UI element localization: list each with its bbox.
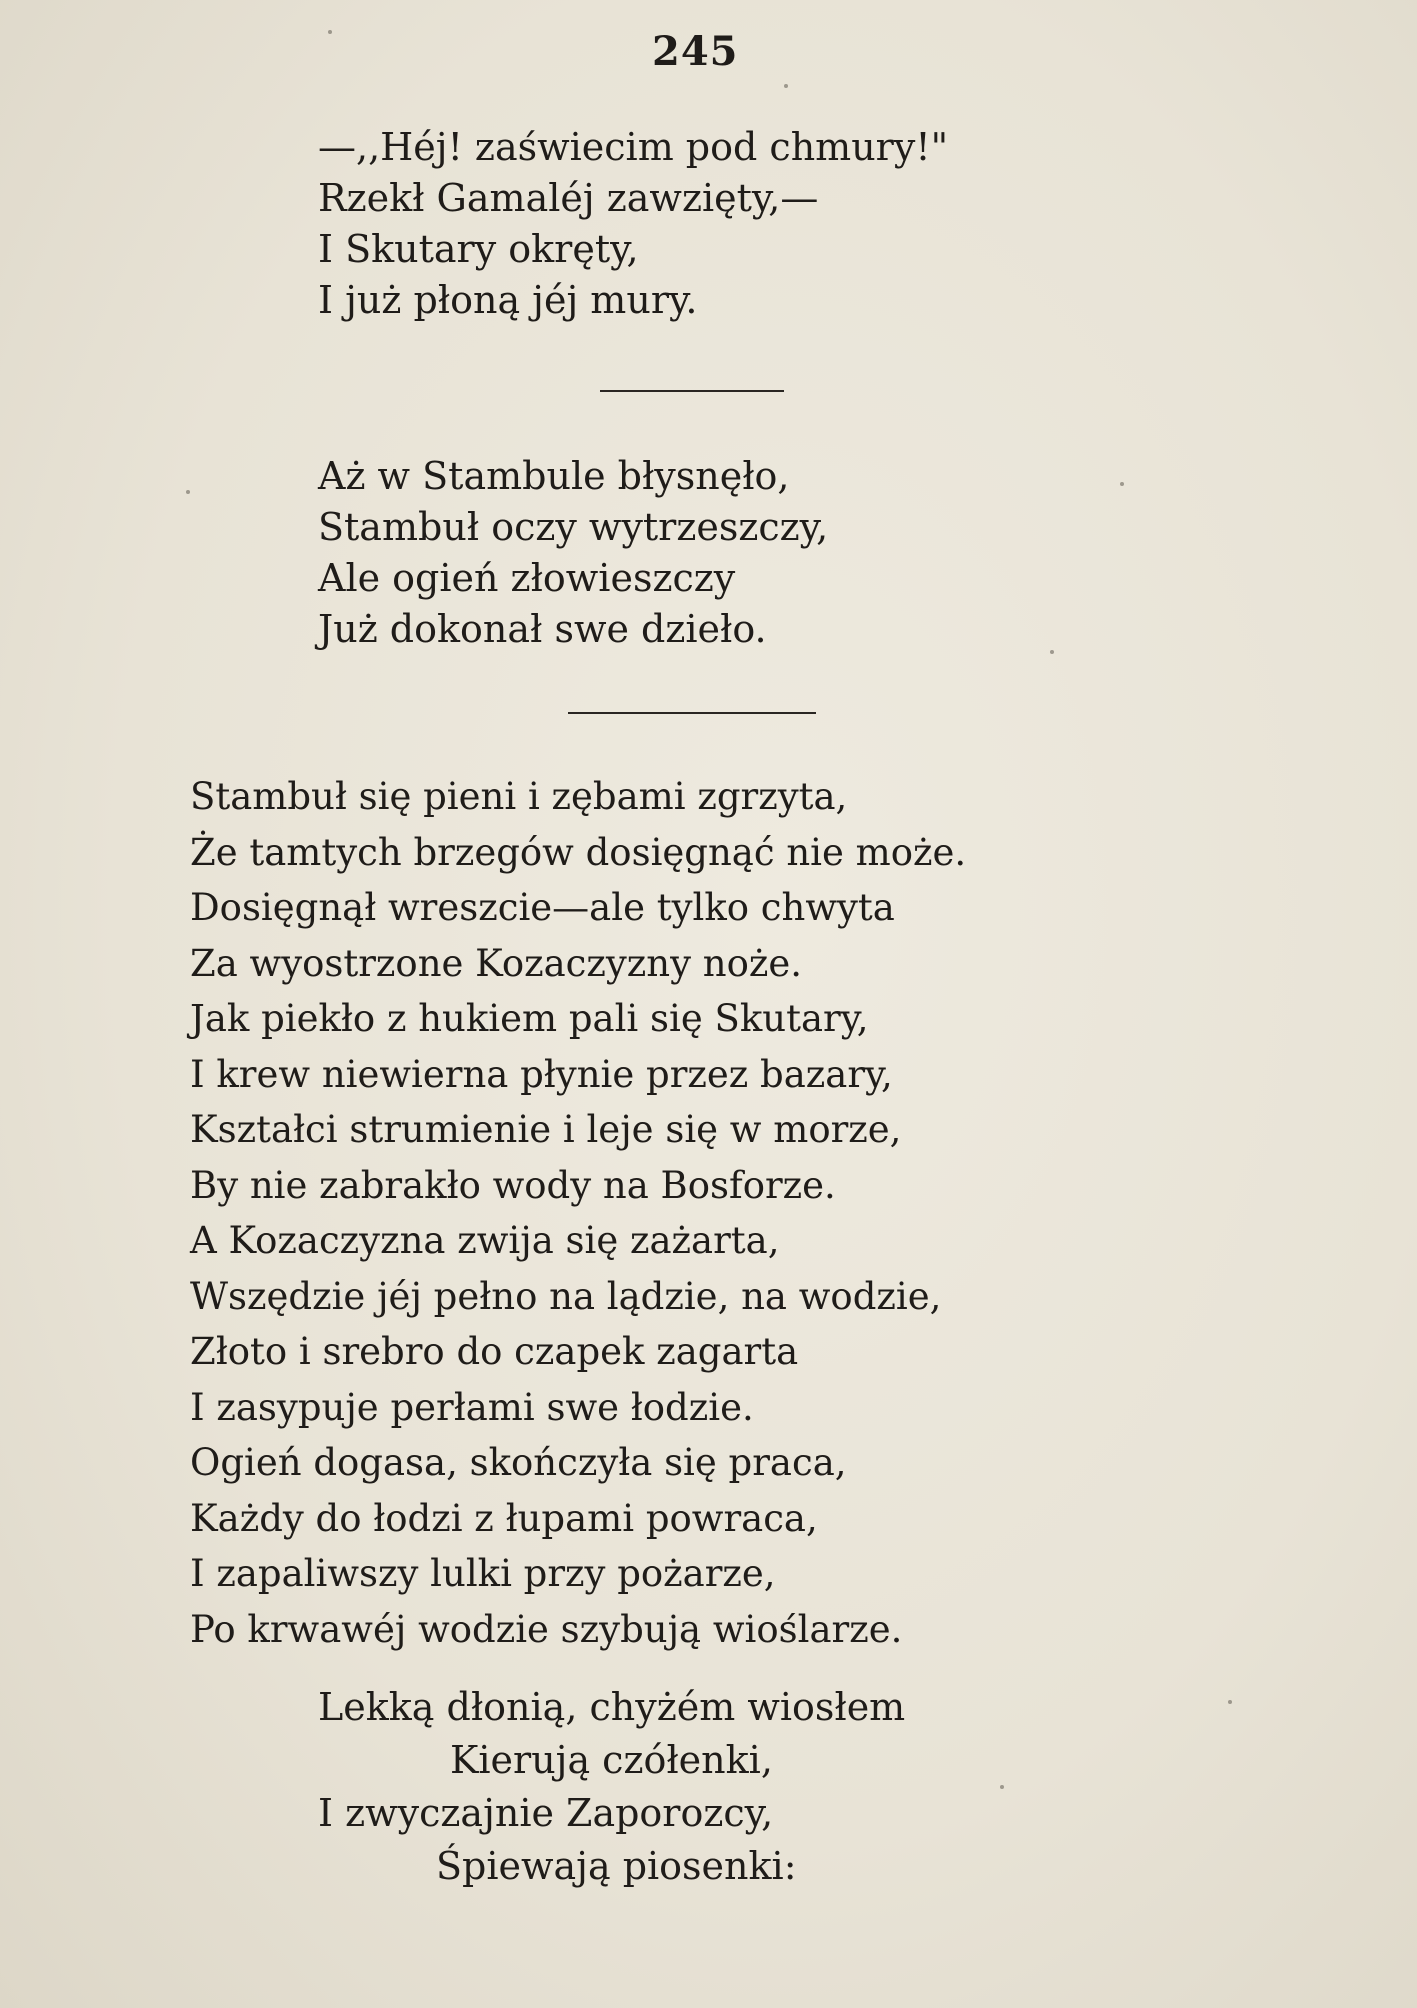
section-divider [600,390,784,392]
verse-line: Wszędzie jéj pełno na lądzie, na wodzie, [190,1274,942,1318]
stanza-2 [318,451,828,655]
verse-line: Ogień dogasa, skończyła się praca, [190,1441,847,1484]
verse-line: Każdy do łodzi z łupami powraca, [190,1496,818,1540]
verse-line: Po krwawéj wodzie szybują wioślarze. [190,1607,903,1651]
verse-line: Kierują czółenki, [450,1738,773,1782]
page-number: 245 [652,28,739,75]
verse-line: Dosięgnął wreszcie—ale tylko chwyta [190,886,895,929]
paper-speck [186,490,190,494]
verse-line: Kształci strumienie i leje się w morze, [190,1108,902,1151]
verse-line: Lekką dłonią, chyżém wiosłem [318,1685,906,1729]
verse-line: Ale ogień złowieszczy [318,556,736,600]
verse-line: I już płoną jéj mury. [318,278,698,322]
verse-line: I zwyczajnie Zaporozcy, [318,1791,774,1835]
verse-line: I zapaliwszy lulki przy pożarze, [190,1552,776,1595]
paper-speck [1228,1700,1232,1704]
stanza-3 [190,769,966,1657]
stanza-1 [318,122,948,326]
verse-line: Jak piekło z hukiem pali się Skutary, [190,997,869,1040]
verse-line: Złoto i srebro do czapek zagarta [190,1330,799,1373]
verse-line: I krew niewierna płynie przez bazary, [190,1052,893,1096]
verse-line: By nie zabrakło wody na Bosforze. [190,1163,836,1207]
verse-line: A Kozaczyzna zwija się zażarta, [190,1219,780,1262]
verse-line: Aż w Stambule błysnęło, [318,454,790,498]
verse-line: —,,Héj! zaświecim pod chmury!" [318,125,949,169]
verse-line: Stambuł się pieni i zębami zgrzyta, [190,775,848,818]
verse-line: Już dokonał swe dzieło. [318,607,767,651]
verse-line: Że tamtych brzegów dosięgnąć nie może. [190,830,967,874]
verse-line: I zasypuje perłami swe łodzie. [190,1385,754,1429]
paper-speck [1120,482,1124,486]
verse-line: I Skutary okręty, [318,227,639,271]
stanza-4 [318,1681,1078,1893]
section-divider [568,712,816,714]
paper-speck [784,84,788,88]
paper-speck [1000,1785,1004,1789]
verse-line: Stambuł oczy wytrzeszczy, [318,505,829,549]
paper-speck [328,30,332,34]
verse-line: Rzekł Gamaléj zawzięty,— [318,176,819,220]
verse-line: Śpiewają piosenki: [436,1844,797,1888]
verse-line: Za wyostrzone Kozaczyzny noże. [190,941,803,985]
paper-speck [1050,650,1054,654]
